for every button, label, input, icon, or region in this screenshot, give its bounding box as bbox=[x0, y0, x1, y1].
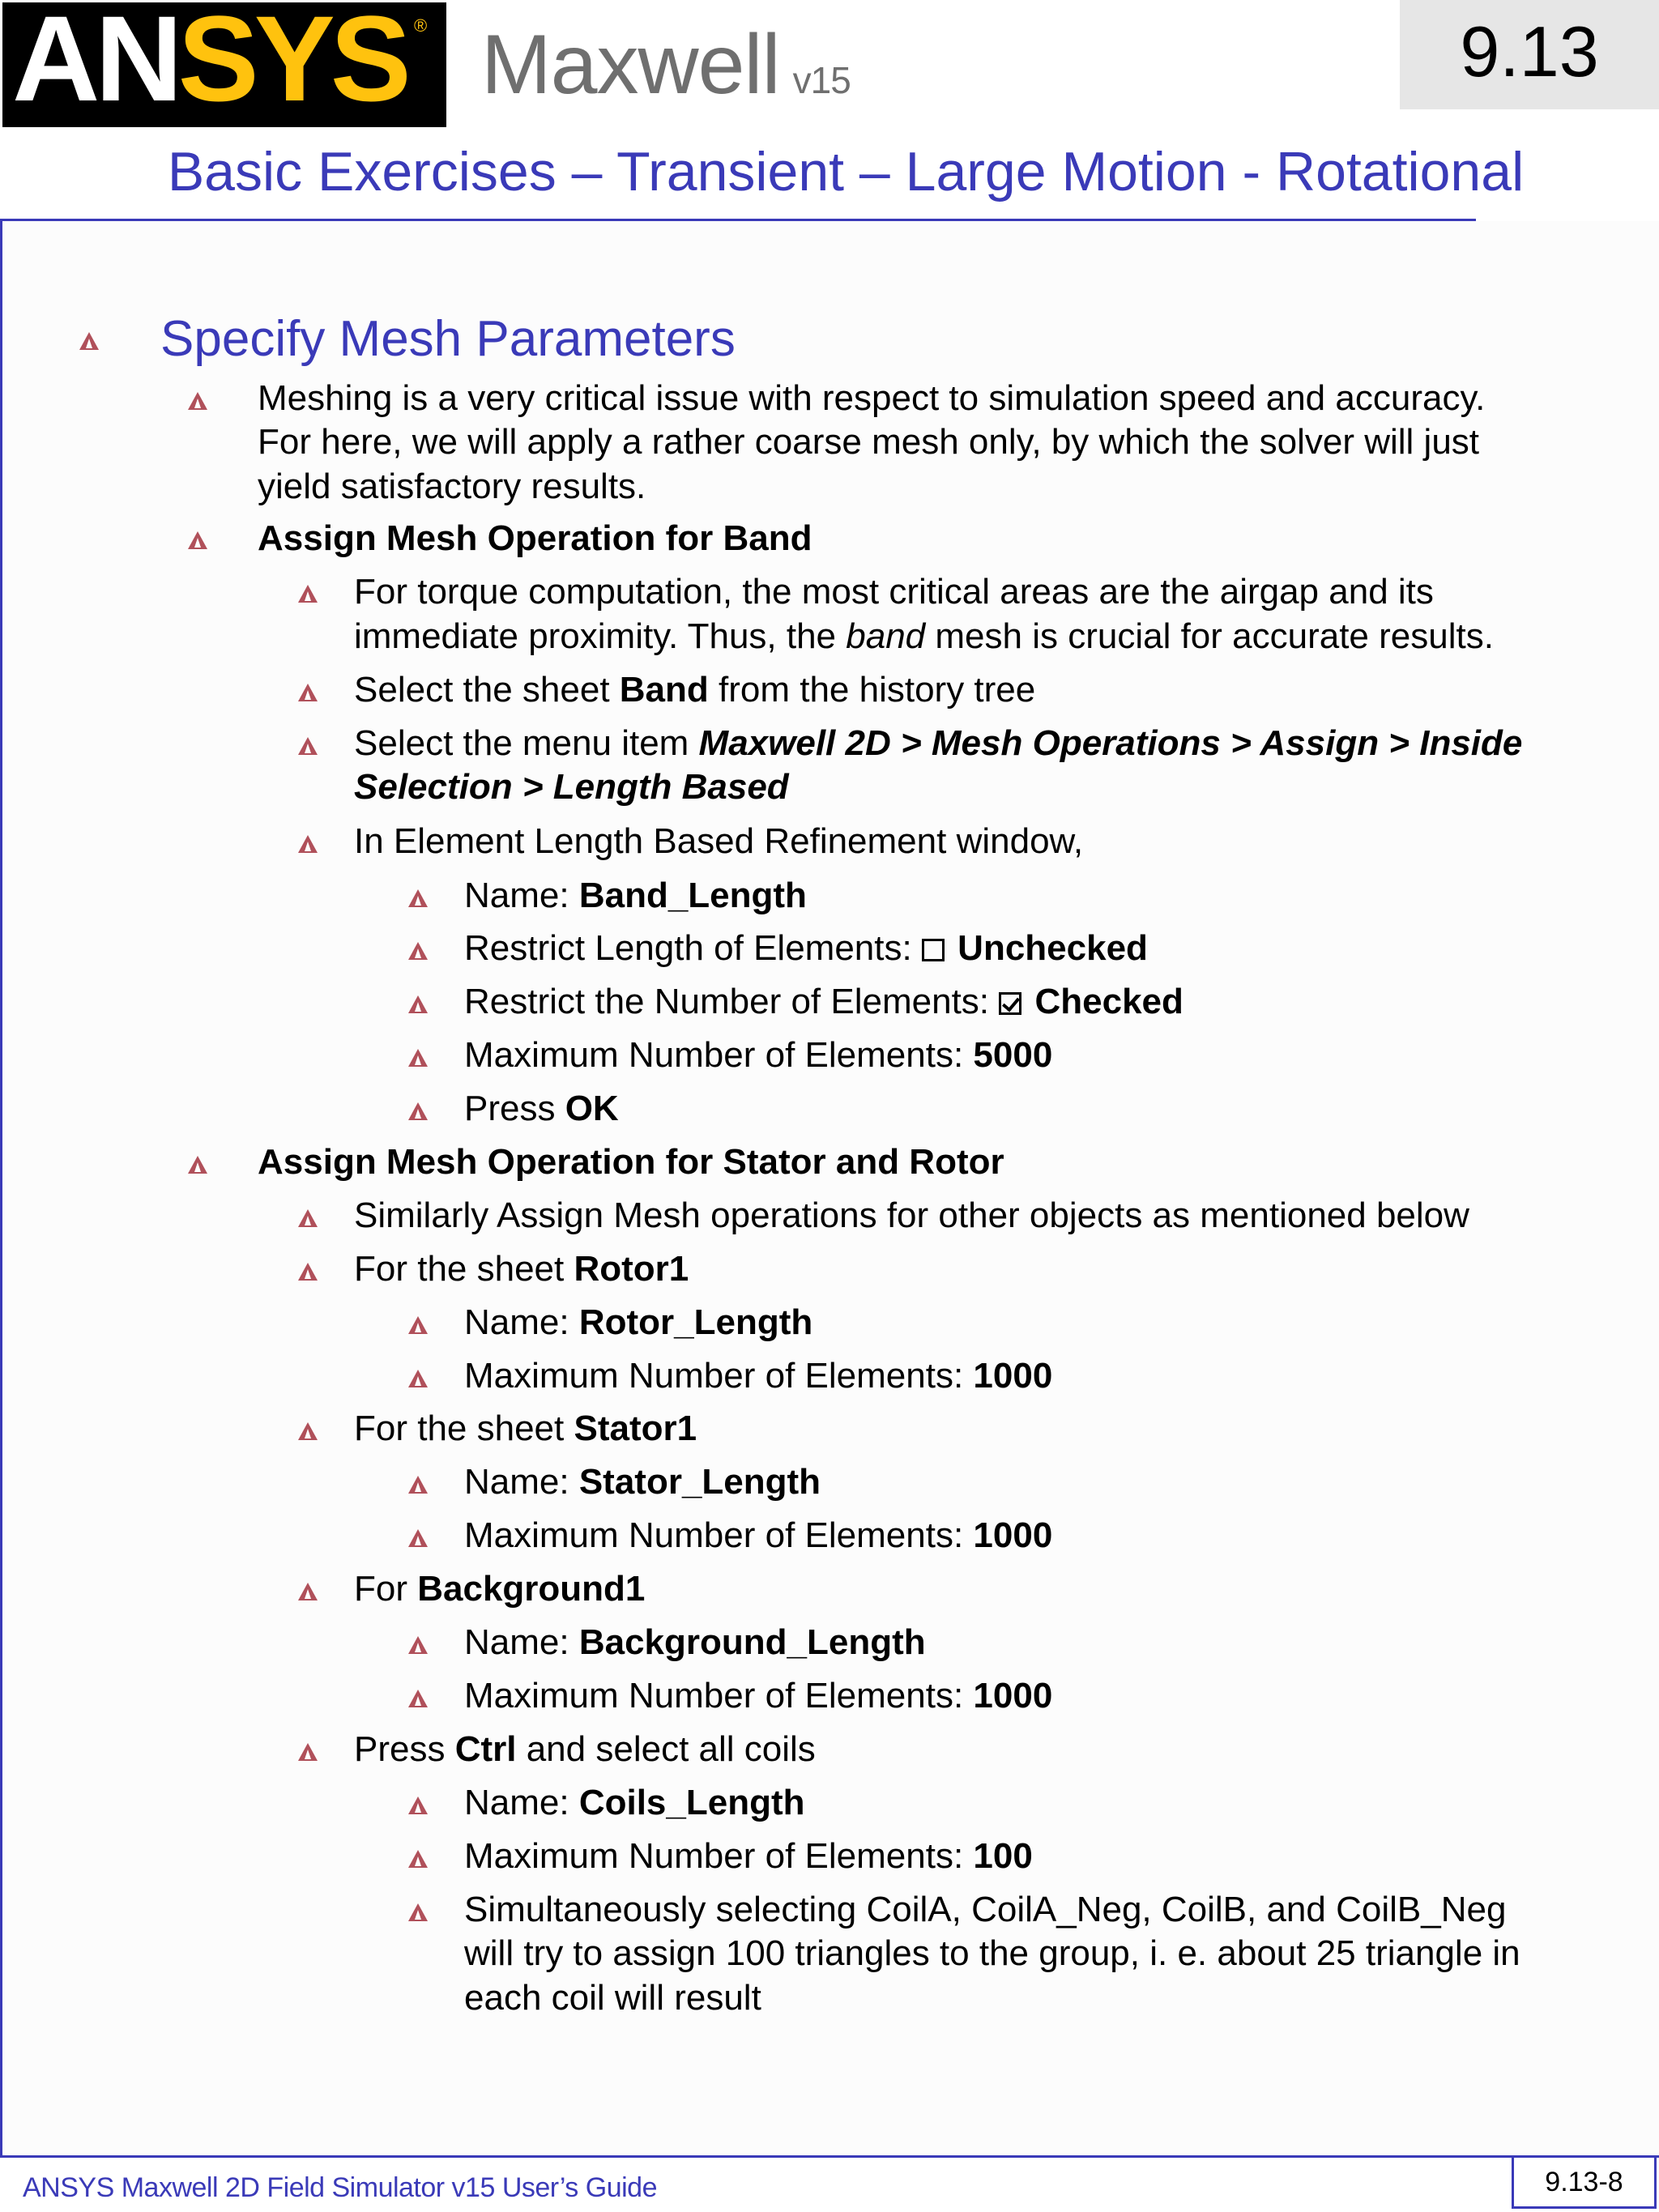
body-text: Maximum Number of Elements: 5000 bbox=[464, 1035, 1053, 1075]
footer-guide-title: ANSYS Maxwell 2D Field Simulator v15 User’s Guide bbox=[23, 2172, 657, 2203]
subheading-band: Assign Mesh Operation for Band bbox=[258, 518, 812, 558]
body-text: Name: Rotor_Length bbox=[464, 1302, 813, 1342]
body-text: Similarly Assign Mesh operations for other objects as mentioned below bbox=[354, 1196, 1469, 1235]
body-text: Name: Band_Length bbox=[464, 876, 807, 915]
body-text: Selection > Length Based bbox=[354, 767, 789, 807]
body-text: Name: Coils_Length bbox=[464, 1783, 805, 1822]
bullet-icon bbox=[188, 531, 207, 549]
product-name: Maxwell v15 bbox=[481, 18, 851, 112]
bullet-icon bbox=[408, 1370, 428, 1387]
body-text: Maximum Number of Elements: 100 bbox=[464, 1836, 1033, 1876]
bullet-icon bbox=[408, 1796, 428, 1814]
section-number-box bbox=[1400, 0, 1659, 109]
body-text: each coil will result bbox=[464, 1978, 761, 2018]
body-text: For Background1 bbox=[354, 1569, 646, 1609]
product-version: v15 bbox=[792, 59, 851, 101]
registered-mark: ® bbox=[414, 15, 428, 36]
bullet-icon bbox=[408, 1049, 428, 1067]
body-text: yield satisfactory results. bbox=[258, 467, 646, 506]
bullet-icon bbox=[408, 995, 428, 1013]
body-text: Maximum Number of Elements: 1000 bbox=[464, 1676, 1053, 1715]
page-header bbox=[0, 0, 1659, 138]
body-text: For the sheet Rotor1 bbox=[354, 1249, 689, 1289]
section-number: 9.13 bbox=[1460, 11, 1599, 92]
bullet-icon bbox=[408, 1850, 428, 1868]
body-text: Restrict Length of Elements: Unchecked bbox=[464, 928, 1148, 968]
body-text: For torque computation, the most critical areas are the airgap and its bbox=[354, 572, 1434, 612]
bullet-icon bbox=[408, 1903, 428, 1921]
bullet-icon bbox=[298, 1263, 318, 1281]
bullet-icon bbox=[408, 1529, 428, 1547]
body-text: In Element Length Based Refinement window, bbox=[354, 821, 1084, 861]
bullet-icon bbox=[408, 1690, 428, 1707]
bullet-icon bbox=[298, 835, 318, 853]
body-text: Press Ctrl and select all coils bbox=[354, 1729, 816, 1769]
bullet-icon bbox=[408, 889, 428, 907]
body-text: Meshing is a very critical issue with respect to simulation speed and accuracy. bbox=[258, 378, 1486, 418]
bullet-icon bbox=[188, 392, 207, 410]
body-text: Maximum Number of Elements: 1000 bbox=[464, 1356, 1053, 1396]
bullet-icon bbox=[298, 1743, 318, 1761]
body-text: Name: Stator_Length bbox=[464, 1462, 821, 1502]
body-text: Name: Background_Length bbox=[464, 1622, 926, 1662]
bullet-icon bbox=[408, 942, 428, 960]
logo-text-an: AN bbox=[12, 0, 178, 126]
body-text: Press OK bbox=[464, 1089, 619, 1128]
bullet-icon bbox=[298, 1583, 318, 1600]
bullet-icon bbox=[408, 1316, 428, 1334]
bullet-icon bbox=[79, 332, 99, 350]
body-text: Maximum Number of Elements: 1000 bbox=[464, 1515, 1053, 1555]
bullet-icon bbox=[298, 737, 318, 755]
body-text: Simultaneously selecting CoilA, CoilA_Neg, CoilB, and CoilB_Neg bbox=[464, 1890, 1507, 1929]
ansys-logo bbox=[2, 2, 446, 127]
bullet-icon bbox=[298, 1422, 318, 1440]
footer-divider bbox=[0, 2155, 1659, 2158]
section-heading: Specify Mesh Parameters bbox=[160, 311, 736, 367]
body-text: Restrict the Number of Elements: Checked bbox=[464, 982, 1183, 1021]
subheading-stator-rotor: Assign Mesh Operation for Stator and Rotor bbox=[258, 1142, 1004, 1182]
bullet-icon bbox=[408, 1476, 428, 1494]
body-text: Select the sheet Band from the history tree bbox=[354, 670, 1036, 710]
page-title: Basic Exercises – Transient – Large Motion - Rotational bbox=[167, 141, 1525, 202]
checked-checkbox-icon bbox=[999, 992, 1021, 1015]
left-border bbox=[0, 219, 2, 2157]
page-number-box bbox=[1512, 2155, 1657, 2209]
body-text: will try to assign 100 triangles to the group, i. e. about 25 triangle in bbox=[464, 1933, 1520, 1973]
bullet-icon bbox=[408, 1102, 428, 1120]
logo-text-sys: SYS bbox=[177, 0, 407, 126]
body-text: immediate proximity. Thus, the band mesh is crucial for accurate results. bbox=[354, 616, 1494, 656]
unchecked-checkbox-icon bbox=[922, 939, 945, 961]
body-text: Select the menu item Maxwell 2D > Mesh Operations > Assign > Inside bbox=[354, 723, 1523, 763]
bullet-icon bbox=[188, 1156, 207, 1174]
body-text: For here, we will apply a rather coarse mesh only, by which the solver will just bbox=[258, 422, 1480, 462]
bullet-icon bbox=[298, 1209, 318, 1227]
title-divider bbox=[0, 219, 1476, 221]
page-number: 9.13-8 bbox=[1545, 2167, 1623, 2197]
bullet-icon bbox=[298, 585, 318, 603]
bullet-icon bbox=[408, 1636, 428, 1654]
body-text: For the sheet Stator1 bbox=[354, 1409, 697, 1448]
bullet-icon bbox=[298, 684, 318, 701]
